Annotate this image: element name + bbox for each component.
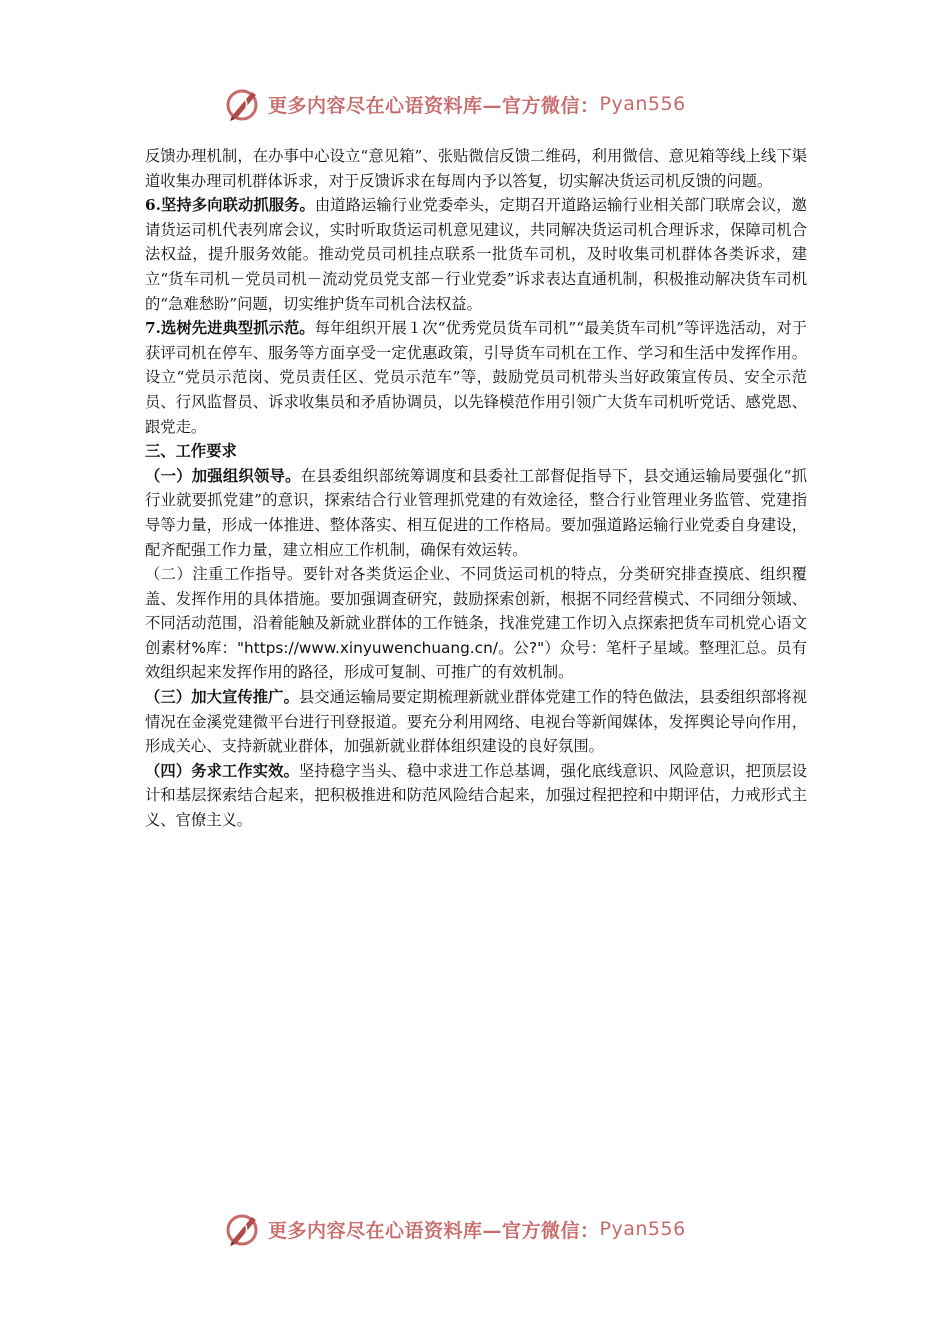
paragraph-heading: （二）注重工作指导。 [145, 565, 303, 584]
paragraph-requirement-3 [145, 685, 807, 759]
footer-watermark-banner [222, 1207, 742, 1251]
banner-wechat-id: Pyan556 [599, 1218, 686, 1240]
paragraph-heading: （四）务求工作实效。 [145, 761, 299, 780]
pen-logo-icon [222, 1209, 262, 1249]
paragraph-body: 县交通运输局要定期梳理新就业群体党建工作的特色做法，县委组织部将视情况在金溪党建微平台进行刊登报道。要充分利用网络、电视台等新闻媒体，发挥舆论导向作用，形成关心、支持新就业群体，加强新就业群体组织建设的良好氛围。 [145, 688, 807, 756]
paragraph-requirement-2 [145, 562, 807, 685]
paragraph-heading: （一）加强组织领导。 [145, 466, 301, 485]
paragraph-body: 在县委组织部统筹调度和县委社工部督促指导下，县交通运输局要强化“抓行业就要抓党建”的意识，探索结合行业管理抓党建的有效途径，整合行业管理业务监管、党建指导等力量，形成一体推进、整体落实、相互促进的工作格局。要加强道路运输行业党委自身建设，配齐配强工作力量，建立相应工作机制，确保有效运转。 [145, 466, 807, 559]
document-body [145, 144, 807, 833]
section-title: 三、工作要求 [145, 442, 237, 461]
paragraph-requirement-1 [145, 464, 807, 562]
paragraph-heading: 6.坚持多向联动抓服务。 [145, 196, 315, 215]
paragraph-body: 由道路运输行业党委牵头，定期召开道路运输行业相关部门联席会议，邀请货运司机代表列席会议，实时听取货运司机意见建议，共同解决货运司机合理诉求，保障司机合法权益，提升服务效能。推动党员司机挂点联系一批货车司机，及时收集司机群体各类诉求，建立“货车司机－党员司机－流动党员党支部－行业党委”诉求表达直通机制，积极推动解决货车司机的“急难愁盼”问题，切实维护货车司机合法权益。 [145, 196, 807, 313]
paragraph-requirement-4 [145, 759, 807, 833]
paragraph-body: 要针对各类货运企业、不同货运司机的特点，分类研究排查摸底、组织覆盖、发挥作用的具体措施。要加强调查研究，鼓励探索创新，根据不同经营模式、不同细分领域、不同活动范围，沿着能触及新就业群体的工作链条，找准党建工作切入点探索把货车司机党心语文创素材%库："https://www.xinyuwenchuang.cn/。公?"）众号：笔杆子星域。整理汇总。员有效组织起来发挥作用的路径，形成可复制、可推广的有效机制。 [145, 565, 807, 682]
banner-wechat-id: Pyan556 [599, 93, 686, 115]
paragraph-item-6 [145, 193, 807, 316]
banner-text: 更多内容尽在心语资料库—官方微信： [268, 94, 600, 117]
pen-logo-icon [222, 84, 262, 124]
paragraph-body: 每年组织开展１次“优秀党员货车司机”“最美货车司机”等评选活动，对于获评司机在停车、服务等方面享受一定优惠政策，引导货车司机在工作、学习和生活中发挥作用。设立“党员示范岗、党员责任区、党员示范车”等，鼓励党员司机带头当好政策宣传员、安全示范员、行风监督员、诉求收集员和矛盾协调员，以先锋模范作用引领广大货车司机听党话、感党恩、跟党走。 [145, 319, 807, 436]
paragraph-item-7 [145, 316, 807, 439]
paragraph-heading: （三）加大宣传推广。 [145, 688, 299, 707]
paragraph-body: 坚持稳字当头、稳中求进工作总基调，强化底线意识、风险意识，把顶层设计和基层探索结合起来，把积极推进和防范风险结合起来，加强过程把控和中期评估，力戒形式主义、官僚主义。 [145, 761, 807, 830]
banner-text: 更多内容尽在心语资料库—官方微信： [268, 1219, 600, 1242]
header-watermark-banner [222, 82, 742, 126]
paragraph-feedback [145, 144, 807, 193]
section-heading-requirements [145, 439, 807, 464]
paragraph-heading: 7.选树先进典型抓示范。 [145, 319, 315, 338]
paragraph-body: 反馈办理机制，在办事中心设立“意见箱”、张贴微信反馈二维码，利用微信、意见箱等线上线下渠道收集办理司机群体诉求，对于反馈诉求在每周内予以答复，切实解决货运司机反馈的问题。 [145, 147, 807, 190]
